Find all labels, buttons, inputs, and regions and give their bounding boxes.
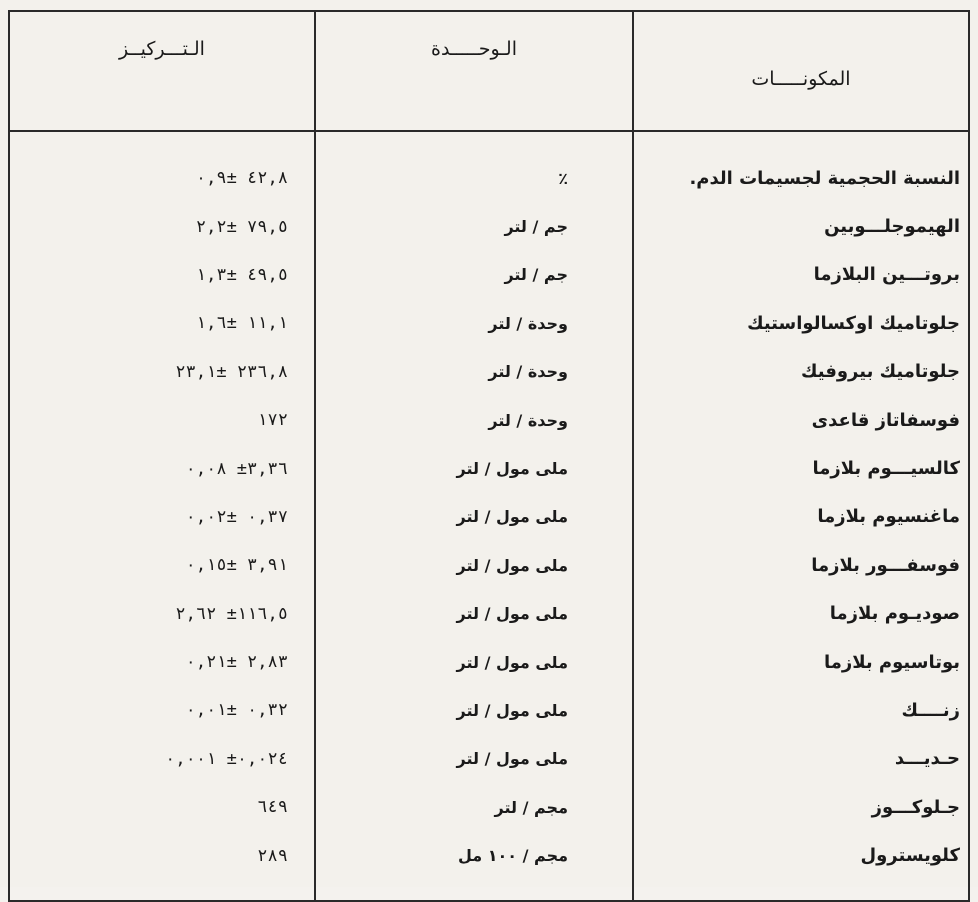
unit-cell: ملى مول / لتر xyxy=(315,638,633,686)
unit-cell: ٪ xyxy=(315,154,633,202)
table-row xyxy=(9,251,969,299)
component-cell: النسبة الحجمية لجسيمات الدم. xyxy=(633,154,969,202)
unit-cell: وحدة / لتر xyxy=(315,396,633,444)
component-cell: فوسفـــور بلازما xyxy=(633,541,969,589)
unit-cell: ملى مول / لتر xyxy=(315,735,633,783)
component-cell: بوتاسيوم بلازما xyxy=(633,638,969,686)
unit-cell: مجم / لتر xyxy=(315,783,633,831)
blood-components-table xyxy=(8,10,970,902)
concentration-cell: ٤٩,٥ ±١,٣ xyxy=(195,264,288,285)
header-concentration: الـتـــركيــز xyxy=(9,11,315,131)
table-row xyxy=(9,783,969,831)
concentration-cell: ٧٩,٥ ±٢,٢ xyxy=(195,216,288,237)
concentration-cell: ٣,٣٦± ٠,٠٨ xyxy=(185,458,288,479)
unit-cell: وحدة / لتر xyxy=(315,348,633,396)
header-row xyxy=(9,11,969,131)
component-cell: فوسفاتاز قاعدى xyxy=(633,396,969,444)
table-row xyxy=(9,396,969,444)
component-cell: ماغنسيوم بلازما xyxy=(633,493,969,541)
concentration-cell: ٦٤٩ xyxy=(257,797,288,818)
unit-cell: جم / لتر xyxy=(315,251,633,299)
table-row xyxy=(9,541,969,589)
component-cell: كلويسترول xyxy=(633,831,969,879)
header-components: المكونـــــات xyxy=(633,11,969,131)
concentration-cell: ٠,٠٢٤± ٠,٠٠١ xyxy=(165,748,288,769)
concentration-cell: ٤٢,٨ ±٠,٩ xyxy=(195,168,288,189)
concentration-cell: ٢,٨٣ ±٠,٢١ xyxy=(185,652,288,673)
component-cell: كالسيـــوم بلازما xyxy=(633,444,969,492)
table-row xyxy=(9,735,969,783)
table-row xyxy=(9,686,969,734)
unit-cell: ملى مول / لتر xyxy=(315,493,633,541)
component-cell: زنــــك xyxy=(633,686,969,734)
concentration-cell: ٢٣٦,٨ ±٢٣,١ xyxy=(175,361,288,382)
table-row xyxy=(9,590,969,638)
table-row xyxy=(9,444,969,492)
concentration-cell: ٣,٩١ ±٠,١٥ xyxy=(185,555,288,576)
table-row xyxy=(9,348,969,396)
unit-cell: جم / لتر xyxy=(315,202,633,250)
component-cell: جلوتاميك بيروفيك xyxy=(633,348,969,396)
concentration-cell: ٠,٣٧ ±٠,٠٢ xyxy=(185,506,288,527)
concentration-cell: ١٧٢ xyxy=(257,410,288,431)
table-row xyxy=(9,638,969,686)
unit-cell: ملى مول / لتر xyxy=(315,444,633,492)
table-row xyxy=(9,493,969,541)
concentration-cell: ٠,٣٢ ±٠,٠١ xyxy=(185,700,288,721)
concentration-cell: ٢٨٩ xyxy=(257,845,288,866)
component-cell: جلوتاميك اوكسالواستيك xyxy=(633,299,969,347)
table-header xyxy=(9,11,969,131)
unit-cell: وحدة / لتر xyxy=(315,299,633,347)
component-cell: صوديـوم بلازما xyxy=(633,590,969,638)
table-body xyxy=(9,131,969,901)
table-row xyxy=(9,154,969,202)
spacer-row xyxy=(9,880,969,901)
header-unit: الـوحـــــدة xyxy=(315,11,633,131)
component-cell: جـلوكـــوز xyxy=(633,783,969,831)
spacer-row xyxy=(9,131,969,154)
table-row xyxy=(9,202,969,250)
concentration-cell: ١١,١ ±١,٦ xyxy=(195,313,288,334)
component-cell: الهيموجلـــوبين xyxy=(633,202,969,250)
table-row xyxy=(9,299,969,347)
table-row xyxy=(9,831,969,879)
concentration-cell: ١١٦,٥± ٢,٦٢ xyxy=(175,603,288,624)
unit-cell: ملى مول / لتر xyxy=(315,541,633,589)
unit-cell: مجم / ١٠٠ مل xyxy=(315,831,633,879)
unit-cell: ملى مول / لتر xyxy=(315,590,633,638)
component-cell: بروتـــين البلازما xyxy=(633,251,969,299)
component-cell: حـديـــد xyxy=(633,735,969,783)
unit-cell: ملى مول / لتر xyxy=(315,686,633,734)
